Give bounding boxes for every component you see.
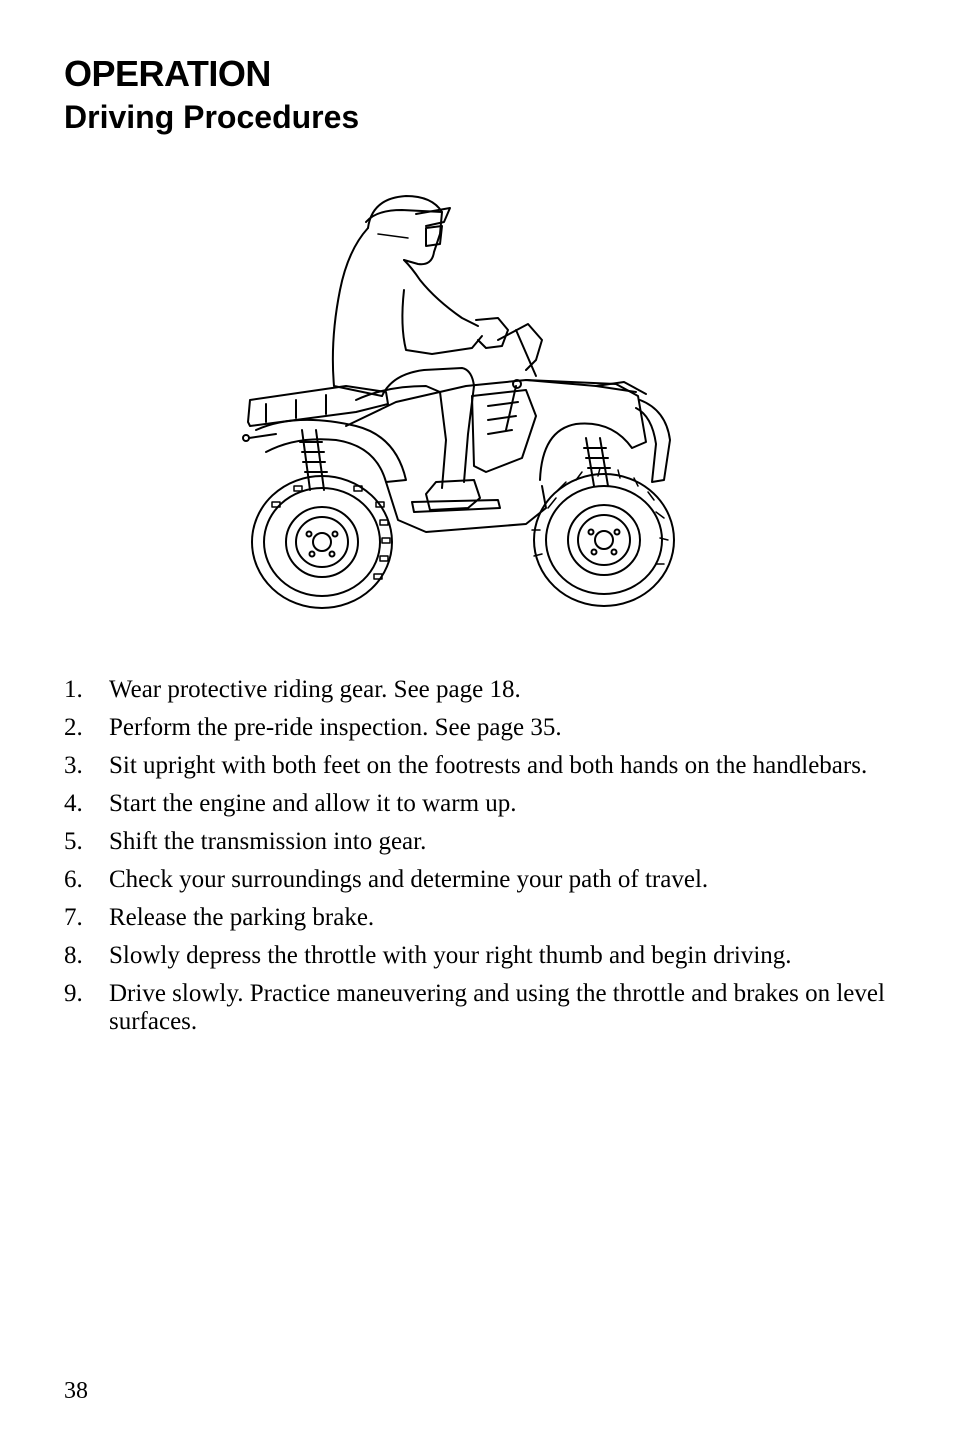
step-number: 2.	[64, 714, 83, 741]
step-text: Perform the pre-ride inspection. See page 35.	[109, 714, 562, 741]
page-number: 38	[64, 1378, 88, 1404]
front-shock	[584, 438, 610, 486]
step-number: 6.	[64, 866, 83, 893]
list-item	[64, 980, 904, 1036]
list-item	[64, 790, 904, 818]
step-number: 7.	[64, 904, 83, 931]
list-item	[64, 904, 904, 932]
step-text: Check your surroundings and determine your path of travel.	[109, 866, 709, 893]
step-number: 5.	[64, 828, 83, 855]
step-number: 8.	[64, 942, 83, 969]
step-number: 1.	[64, 676, 83, 703]
list-item	[64, 752, 904, 780]
list-item	[64, 676, 904, 704]
atv-rider-illustration	[236, 190, 682, 610]
list-item	[64, 714, 904, 742]
section-title: OPERATION	[64, 53, 271, 94]
step-text: Sit upright with both feet on the footrests and both hands on the handlebars.	[109, 752, 868, 779]
front-wheel	[532, 468, 674, 606]
driving-steps-list	[64, 676, 904, 1046]
step-text: Drive slowly. Practice maneuvering and using the throttle and brakes on level surfaces.	[109, 980, 885, 1035]
list-item	[64, 828, 904, 856]
step-text: Wear protective riding gear. See page 18.	[109, 676, 521, 703]
step-number: 4.	[64, 790, 83, 817]
rear-wheel	[252, 476, 392, 608]
list-item	[64, 866, 904, 894]
step-text: Shift the transmission into gear.	[109, 828, 427, 855]
step-number: 3.	[64, 752, 83, 779]
subsection-title: Driving Procedures	[64, 99, 360, 135]
step-text: Release the parking brake.	[109, 904, 375, 931]
step-text: Start the engine and allow it to warm up.	[109, 790, 517, 817]
step-number: 9.	[64, 980, 83, 1007]
step-text: Slowly depress the throttle with your right thumb and begin driving.	[109, 942, 792, 969]
list-item	[64, 942, 904, 970]
